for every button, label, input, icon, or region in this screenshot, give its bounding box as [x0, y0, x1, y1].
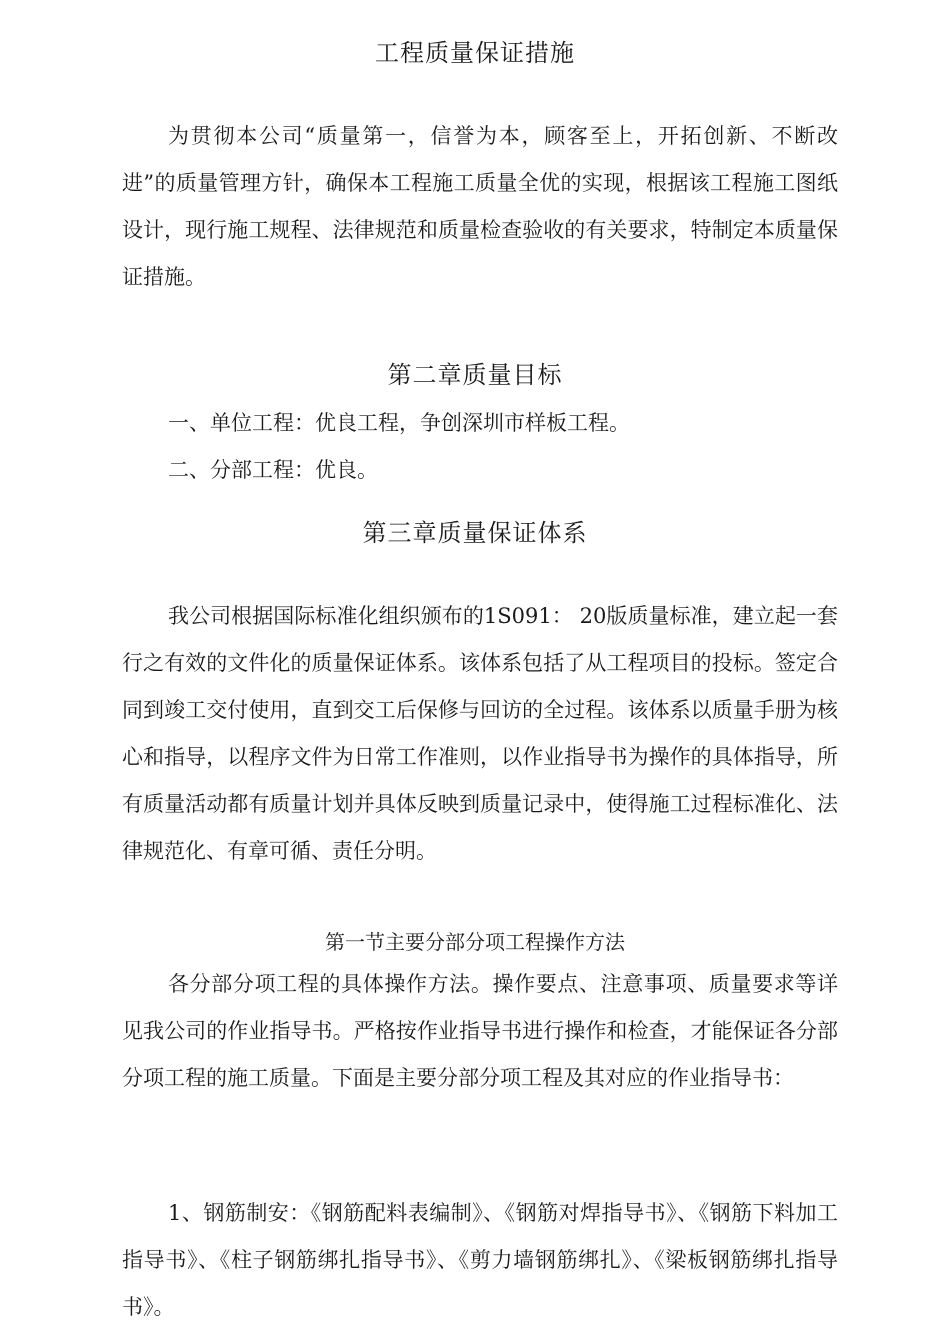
chapter3-heading: 第三章质量保证体系: [362, 519, 588, 547]
section1-heading: 第一节主要分部分项工程操作方法: [325, 930, 625, 954]
document-title: 工程质量保证措施: [375, 39, 575, 67]
intro-paragraph: 为贯彻本公司“质量第一，信誉为本，顾客至上，开拓创新、不断改进”的质量管理方针，确保本工程施工质量全优的实现，根据该工程施工图纸设计，现行施工规程、法律规范和质量检查验收的有关要求，特制定本质量保证措施。: [122, 124, 838, 289]
section1-paragraph: 各分部分项工程的具体操作方法。操作要点、注意事项、质量要求等详见我公司的作业指导书。严格按作业指导书进行操作和检查，才能保证各分部分项工程的施工质量。下面是主要分部分项工程及其对应的作业指导书：: [122, 972, 838, 1090]
chapter2-item-1: 一、单位工程：优良工程，争创深圳市样板工程。: [168, 411, 630, 435]
chapter3-paragraph: 我公司根据国际标准化组织颁布的1S091： 20版质量标准，建立起一套行之有效的文件化的质量保证体系。该体系包括了从工程项目的投标。签定合同到竣工交付使用，直到交工后保修与回访的全过程。该体系以质量手册为核心和指导，以程序文件为日常工作准则，以作业指导书为操作的具体指导，所有质量活动都有质量计划并具体反映到质量记录中，使得施工过程标准化、法律规范化、有章可循、责任分明。: [122, 604, 838, 863]
chapter2-heading: 第二章质量目标: [387, 361, 563, 389]
chapter2-item-2: 二、分部工程：优良。: [168, 458, 378, 482]
section1-item-1: 1、钢筋制安：《钢筋配料表编制》、《钢筋对焊指导书》、《钢筋下料加工指导书》、《柱子钢筋绑扎指导书》、《剪力墙钢筋绑扎》、《梁板钢筋绑扎指导书》。: [122, 1201, 838, 1319]
